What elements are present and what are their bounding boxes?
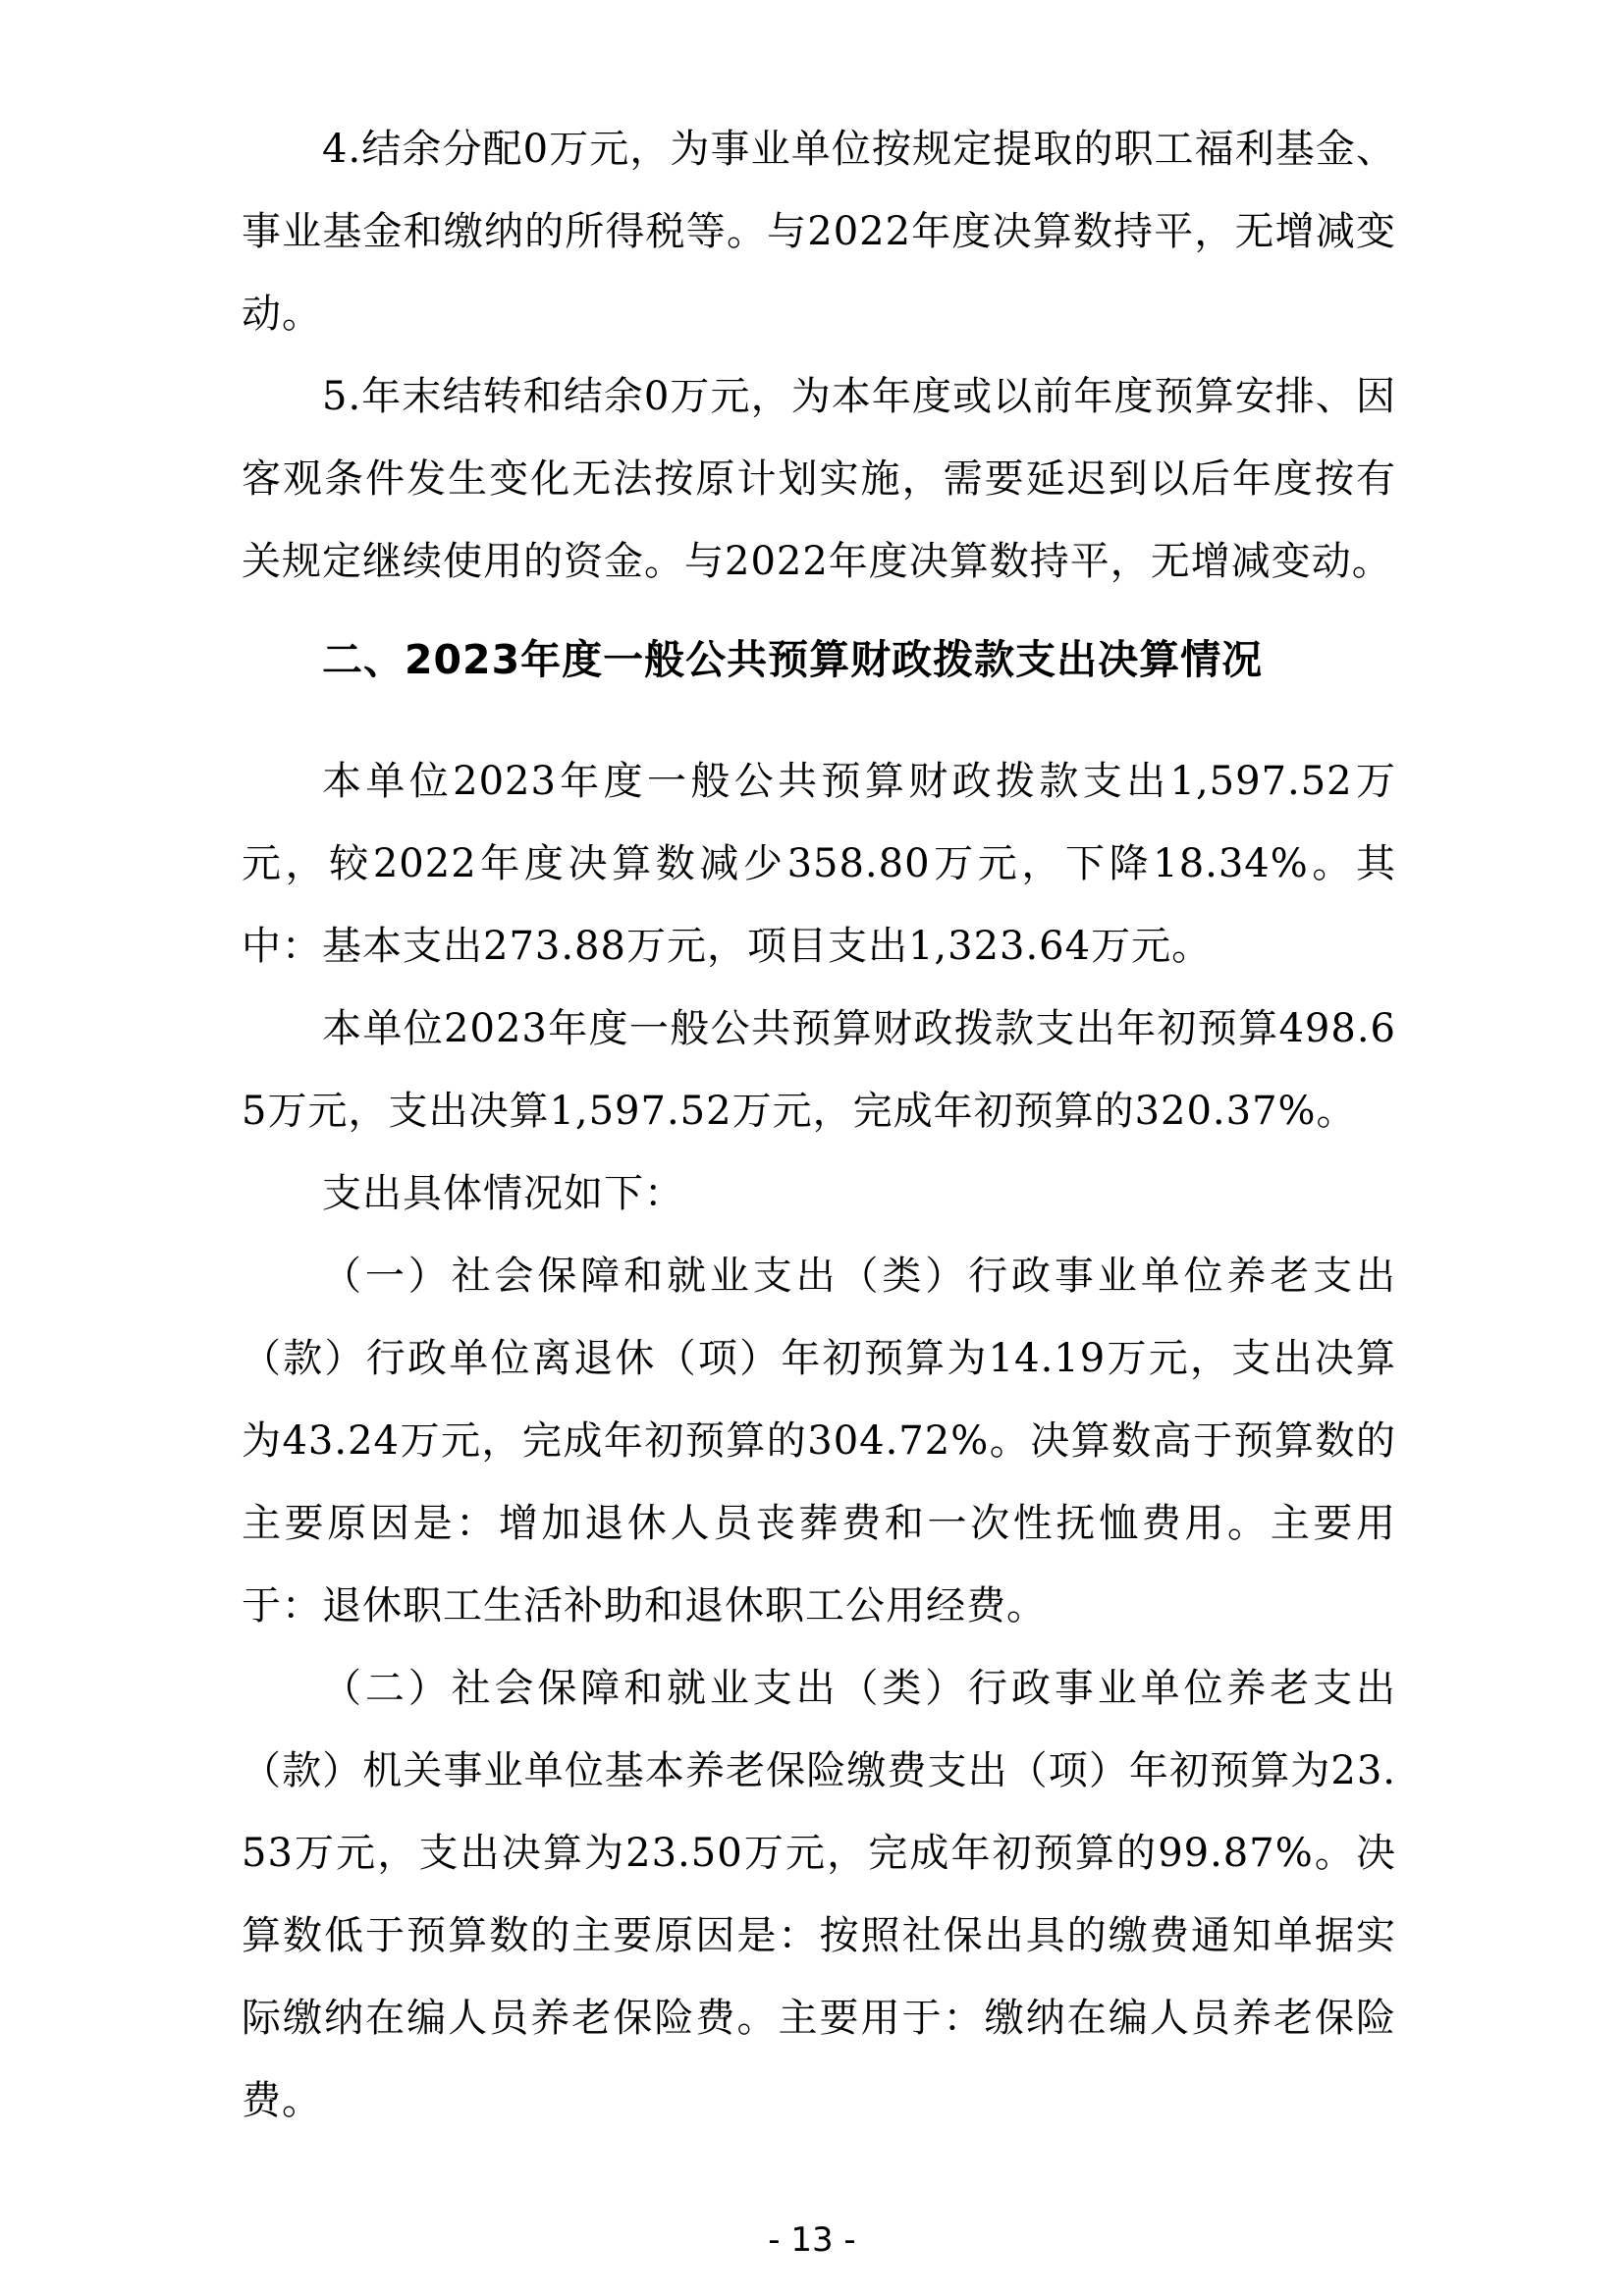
- document-body: [242, 108, 1396, 2142]
- paragraph-year-end-carryover: 5.年末结转和结余0万元，为本年度或以前年度预算安排、因客观条件发生变化无法按原计划实施，需要延迟到以后年度按有关规定继续使用的资金。与2022年度决算数持平，无增减变动。: [242, 374, 1396, 584]
- paragraph-expenditure-total: 本单位2023年度一般公共预算财政拨款支出1,597.52万元，较2022年度决算数减少358.80万元，下降18.34%。其中：基本支出273.88万元，项目支出1,323.64万元。: [242, 759, 1396, 969]
- page-number: - 13 -: [768, 2220, 856, 2260]
- section-heading: 二、2023年度一般公共预算财政拨款支出决算情况: [322, 636, 1264, 683]
- paragraph-item-one: （一）社会保障和就业支出（类）行政事业单位养老支出（款）行政单位离退休（项）年初预算为14.19万元，支出决算为43.24万元，完成年初预算的304.72%。决算数高于预算数的主要原因是：增加退休人员丧葬费和一次性抚恤费用。主要用于：退休职工生活补助和退休职工公用经费。: [242, 1254, 1396, 1629]
- paragraph-details-intro: 支出具体情况如下：: [322, 1171, 684, 1216]
- paragraph-budget-completion: 本单位2023年度一般公共预算财政拨款支出年初预算498.65万元，支出决算1,597.52万元，完成年初预算的320.37%。: [242, 1006, 1396, 1134]
- paragraph-item-two: （二）社会保障和就业支出（类）行政事业单位养老支出（款）机关事业单位基本养老保险缴费支出（项）年初预算为23.53万元，支出决算为23.50万元，完成年初预算的99.87%。决算数低于预算数的主要原因是：按照社保出具的缴费通知单据实际缴纳在编人员养老保险费。主要用于：缴纳在编人员养老保险费。: [242, 1666, 1396, 2123]
- paragraph-surplus-distribution: 4.结余分配0万元，为事业单位按规定提取的职工福利基金、事业基金和缴纳的所得税等。与2022年度决算数持平，无增减变动。: [242, 127, 1396, 337]
- spacer: [242, 603, 1396, 607]
